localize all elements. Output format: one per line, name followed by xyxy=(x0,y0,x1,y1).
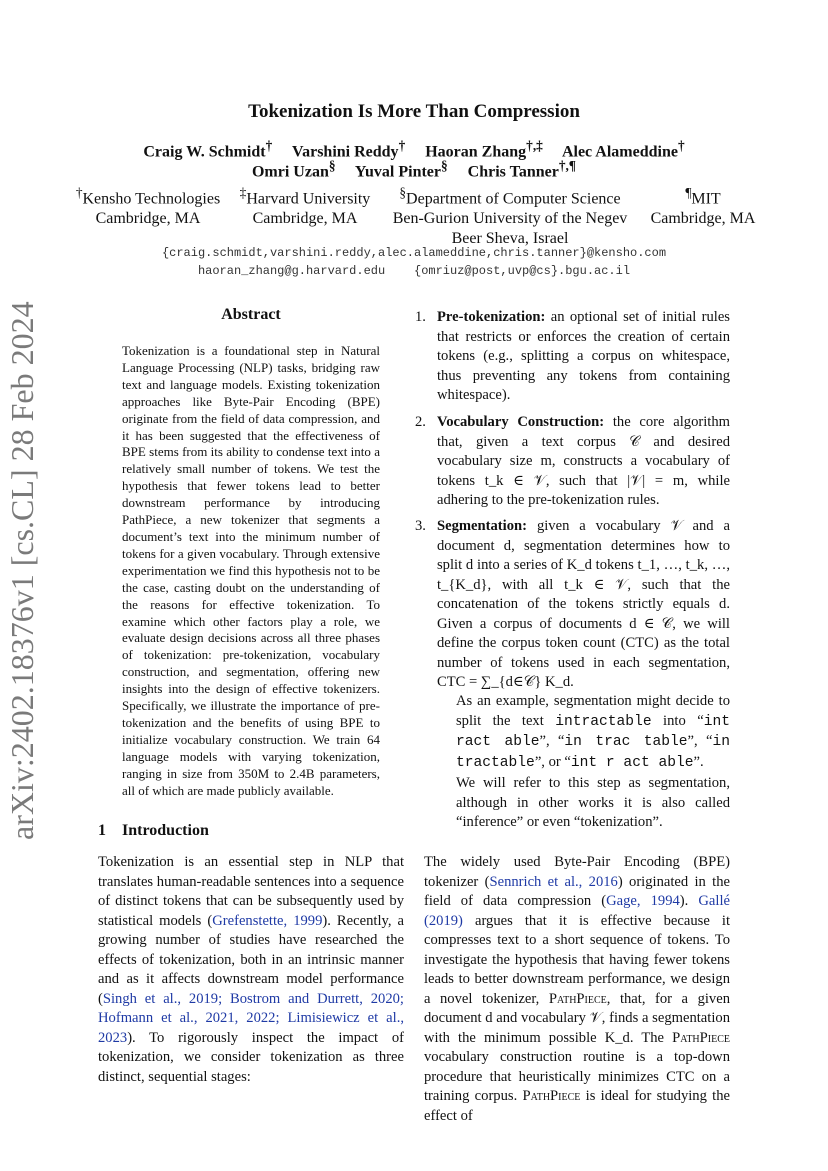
affiliation-kensho xyxy=(68,183,228,229)
code-word: intractable xyxy=(555,713,652,730)
author-sup: § xyxy=(441,158,448,173)
email-line-2 xyxy=(0,264,828,278)
author-name: Chris Tanner xyxy=(467,163,559,181)
code-split: in tractable xyxy=(456,734,730,771)
list-label: Pre-tokenization: xyxy=(437,309,546,325)
body-text: The widely used Byte-Pair Encoding (BPE) tokenizer ( xyxy=(424,854,730,890)
author-sup: † xyxy=(265,138,273,153)
affiliation-location: Beer Sheva, Israel xyxy=(451,230,569,248)
body-text: is ideal for studying the effect of xyxy=(424,1088,730,1124)
author-name: Haoran Zhang xyxy=(425,143,527,161)
citation-link[interactable]: Singh et al., 2019; Bostrom and Durrett, 2020; Hofmann et al., 2021, 2022; Limisiewicz et al., 2023 xyxy=(98,990,404,1046)
bpe-paragraph xyxy=(424,853,730,1126)
paper-title: Tokenization Is More Than Compression xyxy=(248,101,580,122)
list-text: given a vocabulary 𝒱 and a document d, segmentation determines how to split d into a series of K_d tokens t_1, …, t_k, …, t_{K_d}, with all t_k ∈ 𝒱, such that the concatenation of the tokens strictly equals d. Given a corpus of documents d ∈ 𝒞, we will define the corpus token count (CTC) as the total number of tokens used in each segmentation, CTC = ∑_{d∈𝒞} K_d. xyxy=(437,518,730,690)
code-split: in trac table xyxy=(564,734,688,750)
abstract-text: Tokenization is a foundational step in Natural Language Processing (NLP) tasks, bridging raw text and language models. Existing tokenization approaches like Byte-Pair Encoding (BPE) originate from the field of data compression, and it has been suggested that the effectiveness of BPE stems from its ability to condense text into a relatively small number of tokens. We test the hypothesis that fewer tokens lead to better downstream performance by introducing PathPiece, a new tokenizer that segments a document’s text into the minimum number of tokens for a given vocabulary. Through extensive experimentation we find this hypothesis not to be the case, casting doubt on the understanding of the reasons for effective tokenization. To examine which other factors play a role, we evaluate design decisions across all three phases of tokenization: pre-tokenization, vocabulary construction, and segmentation, offering new insights into the design of effective tokenizers. Specifically, we illustrate the importance of pre-tokenization and the benefits of using BPE to initialize vocabulary construction. We train 64 language models with varying tokenization, ranging in size from 350M to 2.4B parameters, all of which are made publicly available. xyxy=(122,343,380,798)
author-sup: † xyxy=(398,138,406,153)
citation-link[interactable]: Gallé (2019) xyxy=(424,893,730,929)
section-number: 1 xyxy=(98,822,106,839)
affiliation-name: MIT xyxy=(691,190,721,208)
affiliation-name: Kensho Technologies xyxy=(82,190,221,208)
citation-link[interactable]: Sennrich et al., 2016 xyxy=(489,873,618,890)
affiliation-sup: ¶ xyxy=(685,185,692,200)
author-name: Alec Alameddine xyxy=(561,143,678,161)
list-item xyxy=(415,308,730,406)
affiliation-location: Ben-Gurion University of the Negev xyxy=(392,210,628,228)
affiliation-bgu xyxy=(382,183,638,249)
affiliation-mit xyxy=(642,183,764,229)
pathpiece-name: PathPiece xyxy=(672,1029,730,1046)
example-text: ”, “ xyxy=(539,733,565,749)
example-text: As an example, segmentation might decide to split the text xyxy=(456,693,730,729)
intro-text: ). To rigorously inspect the impact of tokenization, we consider tokenization as three distinct, sequential stages: xyxy=(98,1029,404,1085)
list-number: 1. xyxy=(415,309,426,325)
affiliation-sup: † xyxy=(75,185,83,200)
email-line-1: {craig.schmidt,varshini.reddy,alec.alameddine,chris.tanner}@kensho.com xyxy=(161,246,667,260)
author-name: Omri Uzan xyxy=(251,163,329,181)
code-split: int ract able xyxy=(456,713,730,750)
list-text: an optional set of initial rules that restricts or enforces the creation of certain tokens (e.g., splitting a corpus on whitespace, thus preventing any tokens from containing whitespace). xyxy=(437,309,730,403)
arxiv-stamp: arXiv:2402.18376v1 [cs.CL] 28 Feb 2024 xyxy=(4,301,40,840)
body-text: , that, for a given document d and vocabulary 𝒱, finds a segmentation with the minimum possible K_d. The xyxy=(424,990,730,1046)
citation-link[interactable]: Grefenstette, 1999 xyxy=(212,912,323,929)
list-text: the core algorithm that, given a text corpus 𝒞 and desired vocabulary size m, constructs a vocabulary of tokens t_k ∈ 𝒱, such that |𝒱| = m, while adhering to the pre-tokenization rules. xyxy=(437,414,730,508)
segmentation-note: We will refer to this step as segmentation, although in other works it is also called “inference” or even “tokenization”. xyxy=(456,775,730,830)
intro-text: Tokenization is an essential step in NLP that translates human-readable sentences into a sequence of distinct tokens that can be subsequently used by statistical models ( xyxy=(98,854,404,929)
author-sup: † xyxy=(677,138,685,153)
affiliation-harvard xyxy=(232,183,378,229)
example-text: ”. xyxy=(693,753,704,770)
pathpiece-name: PathPiece xyxy=(522,1088,581,1104)
author-sup: †,‡ xyxy=(526,138,543,153)
list-number: 2. xyxy=(415,414,426,430)
example-text: ”, or “ xyxy=(534,753,571,770)
body-text: vocabulary construction routine is a top-down procedure that heuristically minimizes CTC on a training corpus. xyxy=(424,1049,730,1104)
body-text: ). xyxy=(679,893,699,909)
example-text: ”, “ xyxy=(687,733,713,749)
email-bgu: {omriuz@post,uvp@cs}.bgu.ac.il xyxy=(414,264,631,278)
authors-line-2 xyxy=(0,158,828,181)
affiliation-sup: § xyxy=(399,185,407,200)
affiliation-location: Cambridge, MA xyxy=(95,210,201,228)
email-harvard: haoran_zhang@g.harvard.edu xyxy=(197,264,386,278)
author-name: Yuval Pinter xyxy=(354,163,441,181)
list-number: 3. xyxy=(415,518,426,534)
affiliation-location: Cambridge, MA xyxy=(650,210,756,228)
pathpiece-name: PathPiece xyxy=(548,990,607,1007)
author-name: Craig W. Schmidt xyxy=(143,143,266,161)
body-text: argues that it is effective because it compresses text to a short sequence of tokens. To investigate the hypothesis that having fewer tokens leads to better downstream performance, we design a novel tokenizer, xyxy=(424,912,730,1007)
author-sup: †,¶ xyxy=(558,158,577,173)
list-item xyxy=(415,517,730,693)
example-text: into “ xyxy=(651,712,704,729)
author-sup: § xyxy=(328,158,336,173)
affiliation-name: Department of Computer Science xyxy=(406,190,621,208)
intro-paragraph xyxy=(98,853,404,1087)
code-split: int r act able xyxy=(570,754,694,771)
affiliation-name: Harvard University xyxy=(246,190,371,208)
body-text: ) originated in the field of data compression ( xyxy=(424,873,730,909)
affiliation-location: Cambridge, MA xyxy=(252,210,358,228)
list-label: Vocabulary Construction: xyxy=(437,414,605,430)
section-title: Introduction xyxy=(122,822,209,839)
affiliation-sup: ‡ xyxy=(239,185,247,200)
intro-text: ). Recently, a growing number of studies have researched the effects of tokenization, both in an intrinsic manner and as it affects downstream model performance ( xyxy=(98,912,405,1007)
list-item xyxy=(415,413,730,511)
segmentation-example xyxy=(456,692,730,773)
section-heading xyxy=(98,822,209,840)
abstract-heading: Abstract xyxy=(221,306,281,323)
author-name: Varshini Reddy xyxy=(292,143,399,161)
citation-link[interactable]: Gage, 1994 xyxy=(606,893,680,909)
list-label: Segmentation: xyxy=(437,518,527,534)
